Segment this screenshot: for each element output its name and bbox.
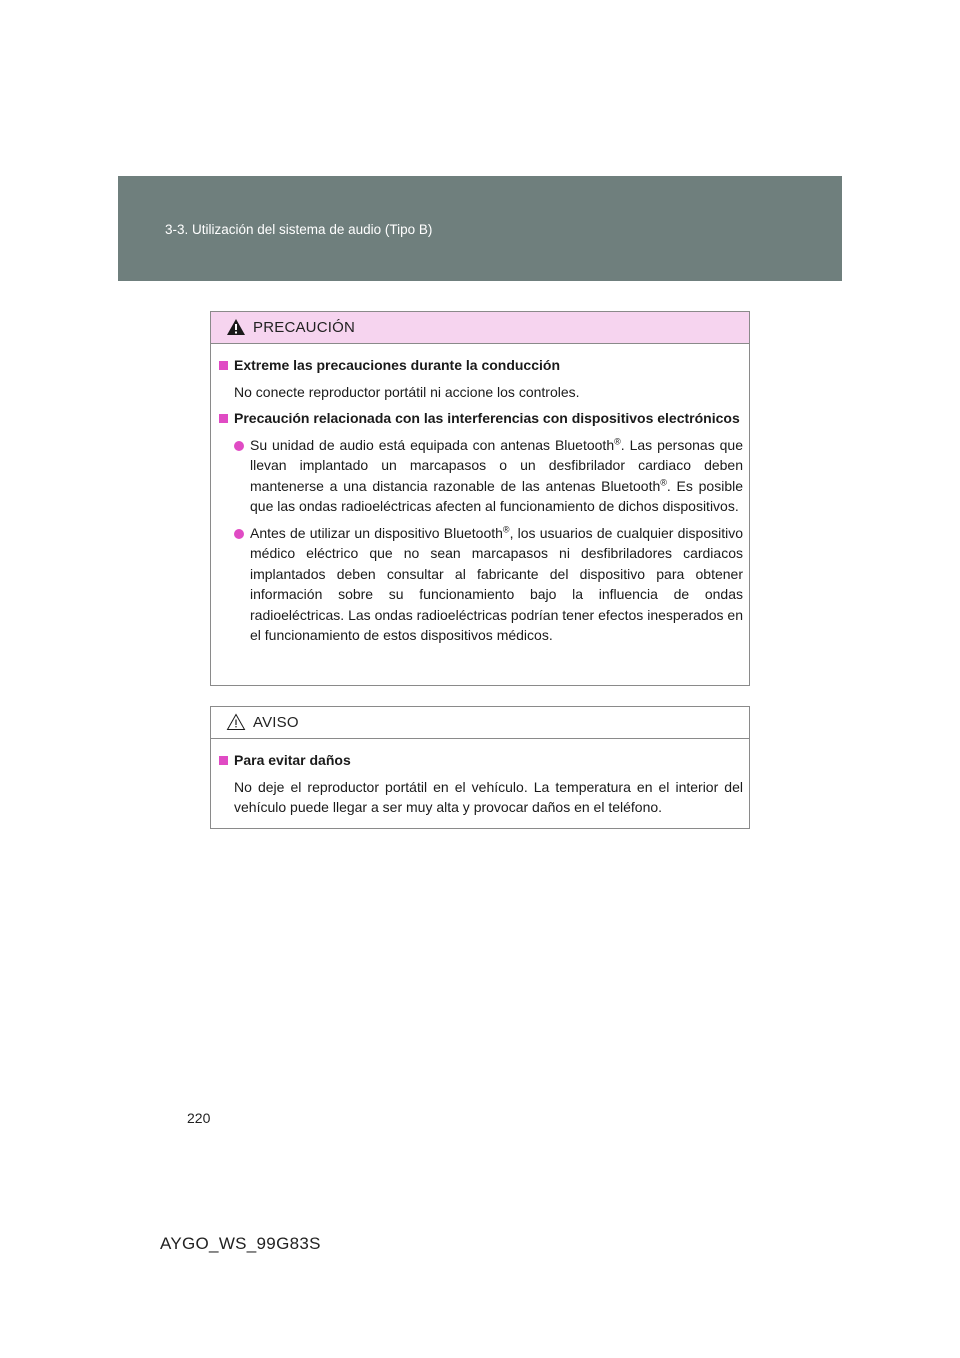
caution-title: PRECAUCIÓN xyxy=(253,319,356,336)
warning-triangle-filled-icon xyxy=(226,318,246,336)
caution-body xyxy=(211,344,749,646)
bullet-dot-icon xyxy=(234,529,244,539)
notice-body xyxy=(211,739,749,818)
caution-bullet: Su unidad de audio está equipada con antenas Bluetooth®. Las personas que llevan implantado un marcapasos o un desfibrilador cardiaco deben mantenerse a una distancia razonable de las antenas Bluetooth®. Es posible que las ondas radioeléctricas afecten al funcionamiento de dichos dispositivos. xyxy=(218,435,743,517)
notice-box xyxy=(210,706,750,829)
registered-mark: ® xyxy=(502,523,510,534)
caution-box-header xyxy=(211,312,749,344)
registered-mark: ® xyxy=(660,476,667,487)
notice-title: AVISO xyxy=(253,714,299,731)
registered-mark: ® xyxy=(614,435,621,446)
page-number: 220 xyxy=(187,1110,211,1126)
caution-paragraph: No conecte reproductor portátil ni accione los controles. xyxy=(234,383,580,400)
notice-box-header xyxy=(211,707,749,739)
notice-paragraph: No deje el reproductor portátil en el vehículo. La temperatura en el interior del vehículo puede llegar a ser muy alta y provocar daños en el teléfono. xyxy=(234,778,743,815)
section-square-icon xyxy=(219,756,228,765)
notice-section-title: Para evitar daños xyxy=(218,750,743,771)
section-header-band xyxy=(118,176,842,281)
bullet-dot-icon xyxy=(234,441,244,451)
document-code: AYGO_WS_99G83S xyxy=(160,1234,321,1253)
section-header-title: 3-3. Utilización del sistema de audio (Tipo B) xyxy=(165,222,433,237)
caution-bullet: Antes de utilizar un dispositivo Bluetooth®, los usuarios de cualquier dispositivo médico eléctrico que no sean marcapasos ni desfibriladores cardiacos implantados deben consultar al fabricante del dispositivo para obtener información sobre su funcionamiento bajo la influencia de ondas radioeléctricas. Las ondas radioeléctricas podrían tener efectos inesperados en el funcionamiento de estos dispositivos médicos. xyxy=(218,523,743,646)
caution-section-title: Precaución relacionada con las interferencias con dispositivos electrónicos xyxy=(218,408,743,429)
caution-section-title: Extreme las precauciones durante la conducción xyxy=(218,355,743,376)
section-square-icon xyxy=(219,361,228,370)
warning-triangle-outline-icon xyxy=(226,713,246,731)
section-square-icon xyxy=(219,414,228,423)
caution-box xyxy=(210,311,750,686)
